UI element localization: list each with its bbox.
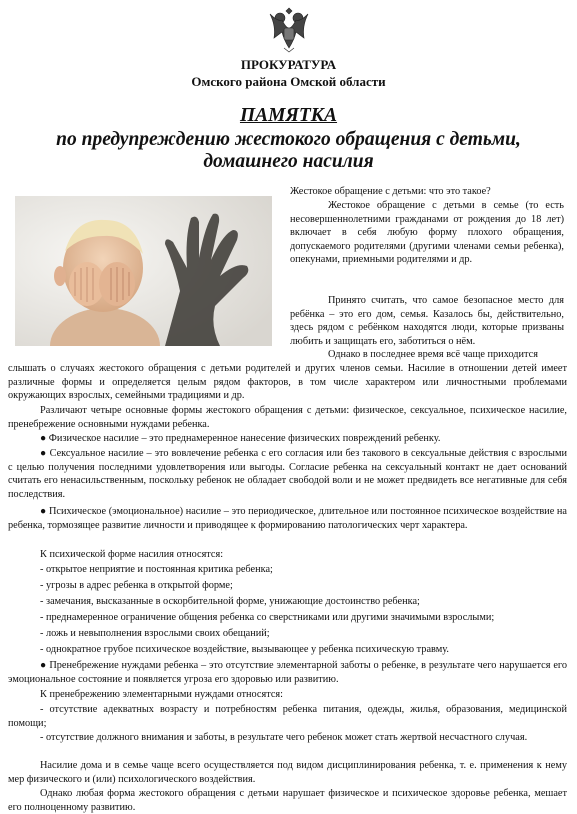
physical-abuse-paragraph: ● Физическое насилие – это преднамеренное нанесение физических повреждений ребенку. xyxy=(40,433,441,444)
neglect-paragraph: ● Пренебрежение нуждами ребенка – это отсутствие элементарной заботы о ребенке, в результате чего нарушается его эмоциональное состояние и появляется угроза его здоровью или развитию. xyxy=(8,660,567,685)
memo-title: ПАМЯТКА xyxy=(239,105,338,126)
psych-list-item: - открытое неприятие и постоянная критика ребенка; xyxy=(40,564,273,575)
psych-list-item: - ложь и невыполнения взрослыми своих обещаний; xyxy=(40,628,270,639)
forms-paragraph: Различают четыре основные формы жестокого обращения с детьми: физическое, сексуальное, психическое насилие, пренебрежение основными нуждами ребенка. xyxy=(8,405,567,430)
definition-paragraph: Жестокое обращение с детьми в семье (то есть несовершеннолетними гражданами от рождения до 18 лет) включает в себя любую форму плохого обращения, допускаемого родителями (другими членами семьи ребенка), опекунами, приемными родителями и др. xyxy=(290,200,564,266)
psych-list-item: - однократное грубое психическое воздействие, вызывающее у ребенка психическую травму. xyxy=(40,644,449,655)
neglect-list-intro: К пренебрежению элементарными нуждами относятся: xyxy=(40,689,284,700)
psychological-abuse-paragraph: ● Психическое (эмоциональное) насилие – это периодическое, длительное или постоянное психическое воздействие на ребенка, тормозящее развитие личности и приводящее к формированию патологических черт характера. xyxy=(8,506,567,531)
final-paragraph: Однако любая форма жестокого обращения с детьми нарушает физическое и психическое здоровье ребенка, мешает его полноценному развитию. xyxy=(8,788,567,813)
psych-list-item: - замечания, высказанные в оскорбительной форме, унижающие достоинство ребенка; xyxy=(40,596,420,607)
org-subtitle: Омского района Омской области xyxy=(191,74,386,89)
neglect-list-item: - отсутствие должного внимания и заботы, в результате чего ребенок может стать жертвой несчастного случая. xyxy=(40,732,528,743)
recent-paragraph-continued: слышать о случаях жестокого обращения с детьми родителей и других членов семьи. Насилие в отношении детей имеет различные формы и определяется целым рядом факторов, в том числе характером или личностными проблемами окружающих взрослых, семейными традициями и др. xyxy=(8,363,567,402)
home-violence-paragraph: Насилие дома и в семье чаще всего осуществляется под видом дисциплинирования ребенка, т. е. применения к нему мер физического и (или) психологического воздействия. xyxy=(8,760,567,785)
org-title: ПРОКУРАТУРА xyxy=(240,57,337,72)
sexual-abuse-paragraph: ● Сексуальное насилие – это вовлечение ребенка с его согласия или без такового в сексуальные действия с взрослыми с целью получения последними удовлетворения или выгоды. Согласие ребенка на сексуальный контакт не дает оснований считать его ненасильственным, поскольку ребенок не обладает свободой воли и не может предвидеть все негативные для себя последствия. xyxy=(8,448,567,500)
emblem-icon xyxy=(266,4,312,54)
memo-subtitle-line1: по предупреждению жестокого обращения с детьми, xyxy=(56,129,521,150)
child-photo xyxy=(15,196,272,346)
recent-paragraph-start: Однако в последнее время всё чаще приходится xyxy=(328,349,538,360)
safe-home-paragraph: Принято считать, что самое безопасное место для ребёнка – это его дом, семья. Казалось бы, действительно, здесь рядом с ребёнком находятся люди, которые призваны любить и защищать его, заботиться о нём. xyxy=(290,295,564,347)
neglect-list-item: - отсутствие адекватных возрасту и потребностям ребенка питания, одежды, жилья, образования, медицинской помощи; xyxy=(8,704,567,729)
psych-list-intro: К психической форме насилия относятся: xyxy=(40,549,224,560)
psych-list-item: - угрозы в адрес ребенка в открытой форме; xyxy=(40,580,233,591)
psych-list-item: - преднамеренное ограничение общения ребенка со сверстниками или другими значимыми взрослыми; xyxy=(40,612,495,623)
memo-subtitle-line2: домашнего насилия xyxy=(203,151,374,172)
question-paragraph: Жестокое обращение с детьми: что это такое? xyxy=(290,186,491,197)
